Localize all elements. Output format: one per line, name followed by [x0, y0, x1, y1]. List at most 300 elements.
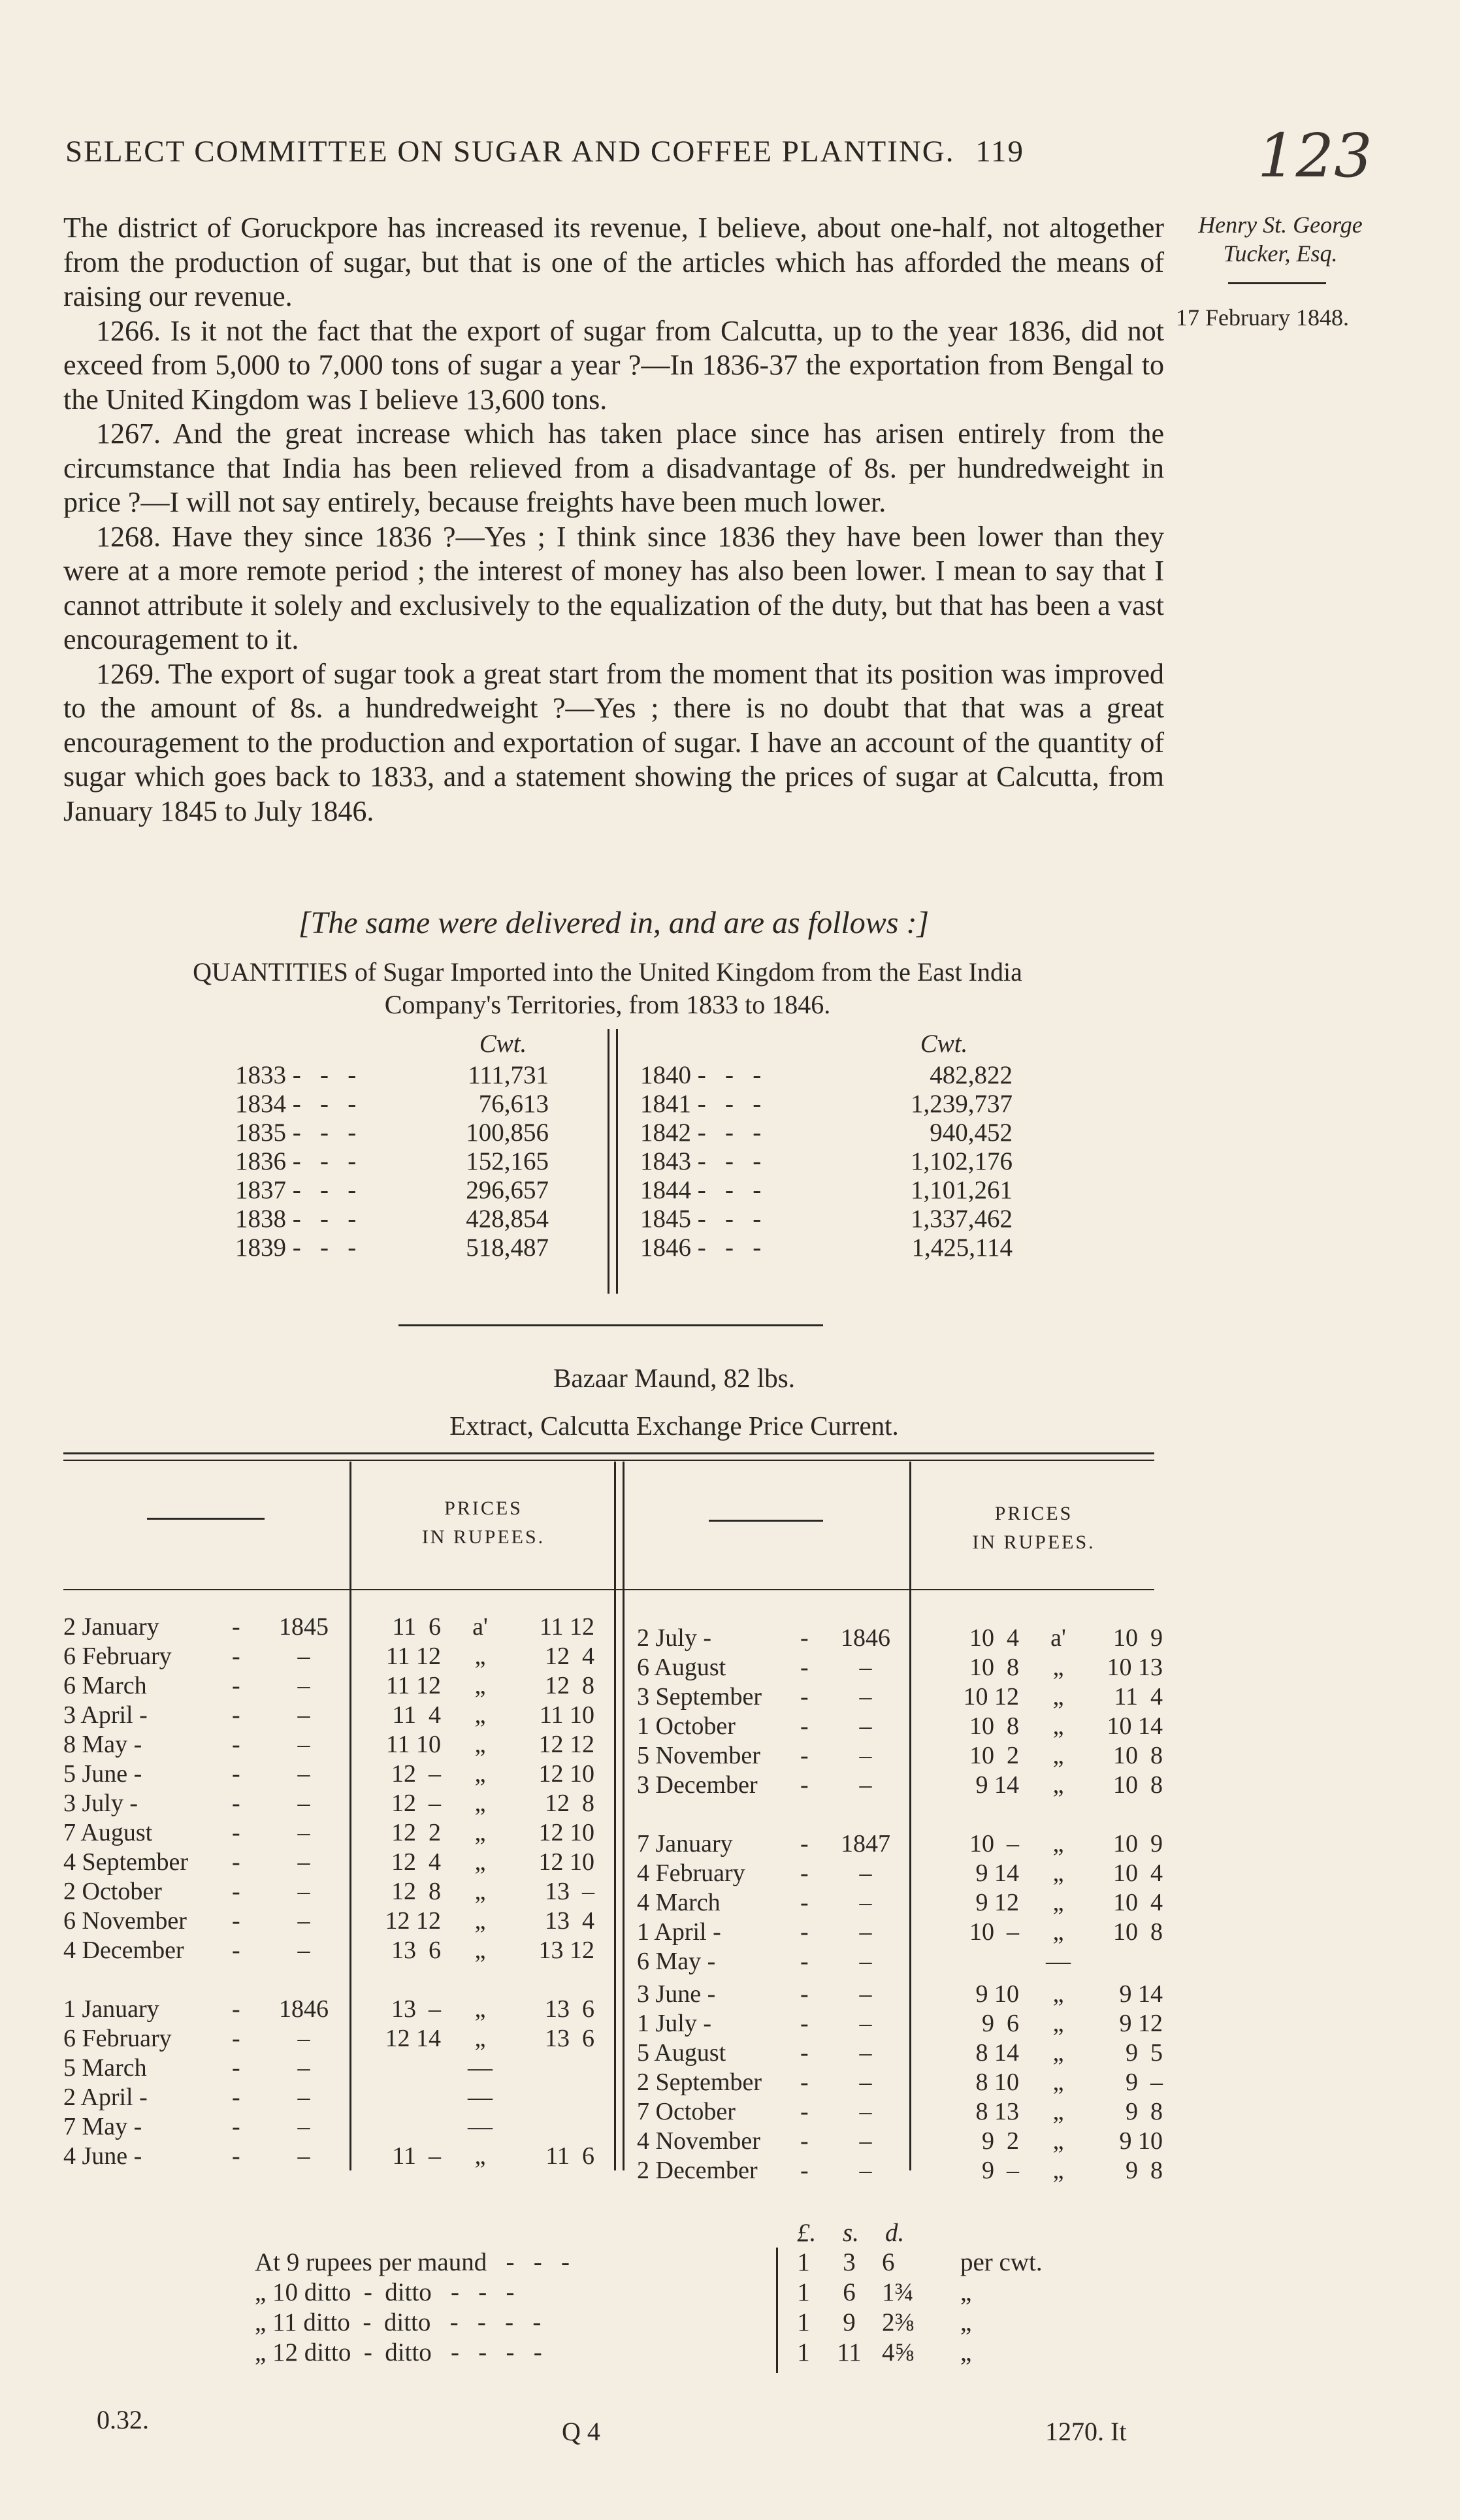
price-dash: -: [232, 1672, 240, 1699]
price-year: –: [859, 1918, 872, 1946]
quantity-year: 1838 - - -: [235, 1205, 357, 1233]
price-date: 7 May -: [63, 2113, 142, 2140]
price-date: 3 December: [637, 1771, 758, 1799]
price-year: –: [297, 1701, 310, 1729]
price-row: [0, 1771, 1460, 1800]
price-year: –: [297, 1878, 310, 1905]
price-low: 13 –: [391, 1995, 441, 2023]
price-dash: -: [800, 1980, 809, 2008]
price-high: 9 14: [1119, 1980, 1163, 2008]
price-high: 13 12: [538, 1937, 594, 1964]
price-row: [0, 1741, 1460, 1771]
price-high: 10 8: [1113, 1918, 1163, 1946]
conversion-pounds: 1: [797, 2278, 810, 2306]
price-low: 9 –: [982, 2157, 1019, 2184]
price-dash: -: [232, 2025, 240, 2052]
price-dash: -: [232, 2142, 240, 2170]
price-high: 9 –: [1126, 2069, 1163, 2096]
quantity-year: 1843 - - -: [640, 1147, 762, 1175]
price-high: 10 9: [1113, 1830, 1163, 1857]
quantities-title-line2: Company's Territories, from 1833 to 1846.: [384, 990, 831, 1019]
price-year: –: [297, 2113, 310, 2140]
price-date: 7 August: [63, 1819, 153, 1846]
price-year: –: [297, 2025, 310, 2052]
price-sep: „: [474, 1819, 486, 1846]
price-high: 9 8: [1126, 2157, 1163, 2184]
price-year: –: [859, 2010, 872, 2037]
section-rule: [398, 1324, 823, 1326]
price-high: 13 –: [545, 1878, 594, 1905]
price-year: –: [859, 1889, 872, 1916]
price-year: 1847: [841, 1830, 890, 1857]
column-divider: [608, 1029, 618, 1294]
price-dash: -: [800, 1859, 809, 1887]
conversion-pence: 1¾: [882, 2278, 914, 2306]
quantity-cwt: 1,337,462: [911, 1205, 1013, 1233]
price-dash: -: [232, 1937, 240, 1964]
price-low: 10 –: [969, 1918, 1019, 1946]
quantity-row: [640, 1060, 1045, 1089]
price-dash: -: [800, 1771, 809, 1799]
price-low: 12 –: [391, 1760, 441, 1788]
quantity-row: [640, 1147, 1045, 1175]
conversion-pounds: 1: [797, 2308, 810, 2336]
price-sep: „: [474, 1731, 486, 1758]
price-low: 10 4: [969, 1624, 1019, 1652]
quantity-row: [640, 1204, 1045, 1233]
prices-header-left: [356, 1494, 611, 1552]
price-year: –: [297, 1760, 310, 1788]
price-row: [0, 1888, 1460, 1918]
price-row: [0, 1947, 1460, 1976]
price-date: 6 March: [63, 1672, 147, 1699]
price-dash: -: [800, 1624, 809, 1652]
table-top-rule: [63, 1452, 1154, 1454]
quantity-row: [640, 1118, 1045, 1147]
price-row: [0, 2038, 1460, 2068]
quantity-year: 1841 - - -: [640, 1090, 762, 1118]
price-low: 11 4: [392, 1701, 441, 1729]
price-row: [0, 1980, 1460, 2009]
header-dash: [709, 1520, 823, 1522]
price-year: –: [859, 2157, 872, 2184]
header-title: SELECT COMMITTEE ON SUGAR AND COFFEE PLANTING.: [65, 135, 955, 169]
price-low: 10 2: [969, 1742, 1019, 1769]
price-date: 2 December: [637, 2157, 758, 2184]
prices-header-line2: IN RUPEES.: [421, 1526, 545, 1548]
price-sep: „: [474, 1643, 486, 1670]
price-sep: a': [1050, 1624, 1066, 1652]
price-sep: „: [474, 2142, 486, 2170]
price-high: 11 12: [539, 1613, 594, 1641]
quantity-cwt: 940,452: [930, 1119, 1013, 1147]
price-year: –: [297, 1731, 310, 1758]
price-low: 10 8: [969, 1654, 1019, 1681]
price-sep: „: [1052, 1980, 1064, 2008]
price-date: 4 February: [637, 1859, 745, 1887]
quantity-cwt: 76,613: [478, 1090, 549, 1118]
price-low: 8 13: [975, 2098, 1019, 2125]
price-date: 1 January: [63, 1995, 159, 2023]
price-low: 12 14: [385, 2025, 441, 2052]
price-sep: —: [468, 2054, 493, 2082]
prices-header-right: [915, 1499, 1153, 1557]
price-high: 10 13: [1107, 1654, 1163, 1681]
price-low: 9 2: [982, 2127, 1019, 2155]
conversion-pence: 4⅝: [882, 2338, 914, 2366]
delivered-note: [63, 905, 1164, 941]
conversion-row: [0, 2308, 1460, 2338]
witness-name: [1176, 210, 1385, 268]
price-high: 12 10: [538, 1848, 594, 1876]
price-dash: -: [800, 1742, 809, 1769]
quantity-cwt: 518,487: [466, 1234, 549, 1262]
price-low: 13 6: [391, 1937, 441, 1964]
price-sep: a': [472, 1613, 488, 1641]
price-date: 2 January: [63, 1613, 159, 1641]
price-low: 11 –: [392, 2142, 441, 2170]
price-sep: —: [468, 2113, 493, 2140]
conversion-unit: per cwt.: [960, 2248, 1043, 2276]
quantity-cwt: 296,657: [466, 1176, 549, 1204]
paragraph-1266: 1266. Is it not the fact that the export of sugar from Calcutta, up to the year 1836, did not exceed from 5,000 to 7,000 tons of sugar a year ?—In 1836-37 the exportation from Bengal to the United Kingdom was I believe 13,600 tons.: [63, 314, 1164, 416]
price-year: –: [297, 1672, 310, 1699]
price-sep: „: [1052, 2157, 1064, 2184]
table-header-rule: [63, 1589, 1154, 1590]
catchword: 1270. It: [1045, 2417, 1127, 2446]
quantities-left-rows: [235, 1060, 601, 1262]
price-year: –: [297, 1848, 310, 1876]
price-year: –: [859, 2069, 872, 2096]
witness-name-line1: Henry St. George: [1198, 212, 1363, 238]
price-row: [0, 2156, 1460, 2185]
conversion-pence: 6: [882, 2248, 895, 2276]
price-year: –: [297, 1790, 310, 1817]
price-dash: -: [800, 1830, 809, 1857]
price-sep: —: [1046, 1948, 1071, 1975]
price-sep: „: [474, 2025, 486, 2052]
quantity-cwt: 100,856: [466, 1119, 549, 1147]
price-dash: -: [800, 1683, 809, 1710]
price-row: [0, 1712, 1460, 1741]
price-row: [0, 2097, 1460, 2127]
price-date: 3 April -: [63, 1701, 148, 1729]
quantity-year: 1840 - - -: [640, 1061, 762, 1089]
prices-header-line2: IN RUPEES.: [972, 1531, 1095, 1553]
price-low: 11 6: [392, 1613, 441, 1641]
price-date: 7 October: [637, 2098, 736, 2125]
price-high: 12 8: [545, 1672, 594, 1699]
evidence-text: [63, 211, 1164, 828]
price-sep: „: [474, 1907, 486, 1935]
price-date: 2 October: [63, 1878, 162, 1905]
conversion-pence: 2⅜: [882, 2308, 914, 2336]
price-year: –: [859, 1683, 872, 1710]
price-low: 10 8: [969, 1712, 1019, 1740]
price-year: –: [859, 1980, 872, 2008]
quantity-row: [640, 1089, 1045, 1118]
price-date: 5 November: [637, 1742, 760, 1769]
quantity-year: 1844 - - -: [640, 1176, 762, 1204]
quantities-right-column: [640, 1029, 1045, 1262]
header-page-number: 119: [975, 135, 1024, 169]
price-low: 12 –: [391, 1790, 441, 1817]
quantity-year: 1833 - - -: [235, 1061, 357, 1089]
price-dash: -: [232, 2084, 240, 2111]
prices-header-line1: PRICES: [444, 1497, 523, 1519]
price-low: 9 14: [975, 1771, 1019, 1799]
conversion-row: [0, 2278, 1460, 2308]
price-high: 10 8: [1113, 1771, 1163, 1799]
conversion-row: [0, 2248, 1460, 2278]
price-date: 5 August: [637, 2039, 726, 2067]
price-high: 9 8: [1126, 2098, 1163, 2125]
price-sep: „: [1052, 1918, 1064, 1946]
witness-date: 17 February 1848.: [1176, 304, 1349, 331]
price-year: –: [859, 1654, 872, 1681]
pounds-header: £.: [797, 2219, 817, 2247]
price-dash: -: [232, 2054, 240, 2082]
price-date: 4 September: [63, 1848, 189, 1876]
price-sep: „: [474, 1790, 486, 1817]
quantity-row: [235, 1089, 601, 1118]
price-low: 12 12: [385, 1907, 441, 1935]
price-year: –: [297, 2054, 310, 2082]
price-dash: -: [800, 2098, 809, 2125]
price-dash: -: [800, 2069, 809, 2096]
price-row: [0, 1653, 1460, 1682]
quantity-row: [640, 1175, 1045, 1204]
price-sep: —: [468, 2084, 493, 2111]
price-high: 10 8: [1113, 1742, 1163, 1769]
price-sep: „: [1052, 1742, 1064, 1769]
paragraph: The district of Goruckpore has increased its revenue, I believe, about one-half, not altogether from the production of sugar, but that is one of the articles which has afforded the means of raising our revenue.: [63, 212, 1164, 312]
price-date: 5 June -: [63, 1760, 142, 1788]
price-high: 12 10: [538, 1760, 594, 1788]
price-sep: „: [1052, 2010, 1064, 2037]
quantity-cwt: 482,822: [930, 1061, 1013, 1089]
quantity-cwt: 428,854: [466, 1205, 549, 1233]
paragraph-1268: 1268. Have they since 1836 ?—Yes ; I think since 1836 they have been lower than they were at a more remote period ; the interest of money has also been lower. I mean to say that I cannot attribute it solely and exclusively to the equalization of the duty, but that has been a vast encouragement to it.: [63, 520, 1164, 655]
price-sep: „: [1052, 1830, 1064, 1857]
price-dash: -: [232, 1731, 240, 1758]
quantity-row: [235, 1118, 601, 1147]
price-dash: -: [800, 2127, 809, 2155]
price-date: 4 March: [637, 1889, 721, 1916]
price-high: 9 10: [1119, 2127, 1163, 2155]
price-year: –: [859, 1771, 872, 1799]
price-date: 8 May -: [63, 1731, 142, 1758]
price-row: [0, 1829, 1460, 1859]
conversion-unit: „: [960, 2278, 972, 2306]
price-low: 11 12: [385, 1643, 441, 1670]
price-dash: -: [800, 2039, 809, 2067]
price-low: 8 10: [975, 2069, 1019, 2096]
price-dash: -: [232, 1760, 240, 1788]
quantity-year: 1839 - - -: [235, 1234, 357, 1262]
price-date: 5 March: [63, 2054, 147, 2082]
price-dash: -: [800, 1948, 809, 1975]
quantity-year: 1837 - - -: [235, 1176, 357, 1204]
price-date: 1 October: [637, 1712, 736, 1740]
price-sep: „: [474, 1937, 486, 1964]
conversion-shillings: 3: [843, 2248, 856, 2276]
price-sep: „: [1052, 2039, 1064, 2067]
price-dash: -: [232, 1819, 240, 1846]
price-year: 1846: [279, 1995, 329, 2023]
conversion-label: „ 11 ditto - ditto - - - -: [255, 2308, 542, 2336]
unit-header: Cwt.: [920, 1030, 968, 1058]
price-date: 6 February: [63, 1643, 172, 1670]
price-date: 2 September: [637, 2069, 762, 2096]
conversion-pounds: 1: [797, 2338, 810, 2366]
quantity-year: 1846 - - -: [640, 1234, 762, 1262]
price-year: –: [859, 2127, 872, 2155]
price-date: 6 November: [63, 1907, 187, 1935]
quantity-cwt: 1,102,176: [911, 1147, 1013, 1175]
signature-mark: Q 4: [562, 2417, 600, 2446]
price-low: 8 14: [975, 2039, 1019, 2067]
price-high: 12 12: [538, 1731, 594, 1758]
price-date: 1 April -: [637, 1918, 721, 1946]
price-dash: -: [232, 2113, 240, 2140]
conversion-label: „ 10 ditto - ditto - - -: [255, 2278, 515, 2306]
price-dash: -: [232, 1907, 240, 1935]
price-date: 3 September: [637, 1683, 762, 1710]
quantities-title-line1: QUANTITIES of Sugar Imported into the United Kingdom from the East India: [193, 957, 1022, 987]
price-date: 4 November: [637, 2127, 760, 2155]
price-year: –: [859, 2039, 872, 2067]
header-dash: [147, 1518, 265, 1520]
conversion-unit: „: [960, 2338, 972, 2366]
pence-header: d.: [885, 2219, 905, 2247]
price-row: [0, 2127, 1460, 2156]
price-date: 6 August: [637, 1654, 726, 1681]
price-year: –: [297, 1937, 310, 1964]
price-year: 1846: [841, 1624, 890, 1652]
price-low: 10 –: [969, 1830, 1019, 1857]
quantities-table: [216, 1029, 1065, 1297]
price-high: 10 4: [1113, 1859, 1163, 1887]
quantity-row: [235, 1147, 601, 1175]
price-date: 1 July -: [637, 2010, 711, 2037]
price-high: 11 6: [545, 2142, 594, 2170]
quantity-year: 1834 - - -: [235, 1090, 357, 1118]
price-date: 7 January: [637, 1830, 733, 1857]
price-low: 11 10: [385, 1731, 441, 1758]
quantity-cwt: 1,101,261: [911, 1176, 1013, 1204]
running-header: [65, 134, 1169, 169]
price-low: 12 2: [391, 1819, 441, 1846]
quantity-row: [235, 1060, 601, 1089]
price-year: –: [297, 2142, 310, 2170]
price-low: 9 14: [975, 1859, 1019, 1887]
price-dash: -: [800, 1889, 809, 1916]
conversion-shillings: 6: [843, 2278, 856, 2306]
bazaar-maund-note: Bazaar Maund, 82 lbs.: [553, 1363, 796, 1393]
price-date: 4 December: [63, 1937, 184, 1964]
quantity-year: 1845 - - -: [640, 1205, 762, 1233]
price-sep: „: [1052, 1859, 1064, 1887]
price-year: 1845: [279, 1613, 329, 1641]
price-low: 12 8: [391, 1878, 441, 1905]
price-high: 12 4: [545, 1643, 594, 1670]
conversion-label: „ 12 ditto - ditto - - - -: [255, 2338, 542, 2366]
conversion-pounds: 1: [797, 2248, 810, 2276]
price-year: –: [859, 1712, 872, 1740]
price-date: 3 July -: [63, 1790, 138, 1817]
price-dash: -: [232, 1790, 240, 1817]
quantity-year: 1836 - - -: [235, 1147, 357, 1175]
price-year: –: [297, 1819, 310, 1846]
price-sep: „: [474, 1672, 486, 1699]
price-dash: -: [232, 1848, 240, 1876]
prices-header-line1: PRICES: [994, 1503, 1073, 1524]
price-sep: „: [1052, 2127, 1064, 2155]
paragraph-1269: 1269. The export of sugar took a great start from the moment that its position was improved to the amount of 8s. a hundredweight ?—Yes ; there is no doubt that that was a great encouragement to the production and exportation of sugar. I have an account of the quantity of sugar which goes back to 1833, and a statement showing the prices of sugar at Calcutta, from January 1845 to July 1846.: [63, 657, 1164, 827]
conversion-unit: „: [960, 2308, 972, 2336]
price-dash: -: [800, 2010, 809, 2037]
quantity-cwt: 1,239,737: [911, 1090, 1013, 1118]
price-row: [0, 2009, 1460, 2038]
conversion-shillings: 9: [843, 2308, 856, 2336]
price-sep: „: [1052, 1683, 1064, 1710]
price-year: –: [297, 1907, 310, 1935]
price-low: 12 4: [391, 1848, 441, 1876]
conversion-row: [0, 2338, 1460, 2368]
price-high: 10 4: [1113, 1889, 1163, 1916]
extract-title: Extract, Calcutta Exchange Price Current.: [449, 1411, 899, 1441]
price-year: –: [859, 1859, 872, 1887]
price-sep: „: [474, 1995, 486, 2023]
price-year: –: [859, 1948, 872, 1975]
quantity-cwt: 1,425,114: [911, 1234, 1013, 1262]
footer-left: 0.32.: [97, 2405, 149, 2434]
price-sep: „: [1052, 1771, 1064, 1799]
conversion-label: At 9 rupees per maund - - -: [255, 2248, 570, 2276]
price-sep: „: [474, 1701, 486, 1729]
quantities-left-column: [235, 1029, 601, 1262]
price-dash: -: [800, 1918, 809, 1946]
price-dash: -: [800, 1712, 809, 1740]
quantity-row: [640, 1233, 1045, 1262]
price-date: 4 June -: [63, 2142, 142, 2170]
unit-header: Cwt.: [479, 1030, 527, 1058]
price-high: 12 8: [545, 1790, 594, 1817]
quantity-row: [235, 1175, 601, 1204]
price-dash: -: [232, 1643, 240, 1670]
price-high: 13 6: [545, 1995, 594, 2023]
price-year: –: [297, 2084, 310, 2111]
price-low: 9 6: [982, 2010, 1019, 2037]
price-date: 6 May -: [637, 1948, 716, 1975]
price-dash: -: [800, 2157, 809, 2184]
price-high: 12 10: [538, 1819, 594, 1846]
price-sep: „: [1052, 1712, 1064, 1740]
price-date: 2 July -: [637, 1624, 711, 1652]
price-row: [0, 1859, 1460, 1888]
price-dash: -: [800, 1654, 809, 1681]
price-high: 11 4: [1114, 1683, 1163, 1710]
quantity-row: [235, 1233, 601, 1262]
price-sep: „: [1052, 2069, 1064, 2096]
price-date: 3 June -: [637, 1980, 716, 2008]
quantity-row: [235, 1204, 601, 1233]
price-sep: „: [474, 1760, 486, 1788]
price-dash: -: [232, 1613, 240, 1641]
price-year: –: [859, 2098, 872, 2125]
shillings-header: s.: [843, 2219, 859, 2247]
